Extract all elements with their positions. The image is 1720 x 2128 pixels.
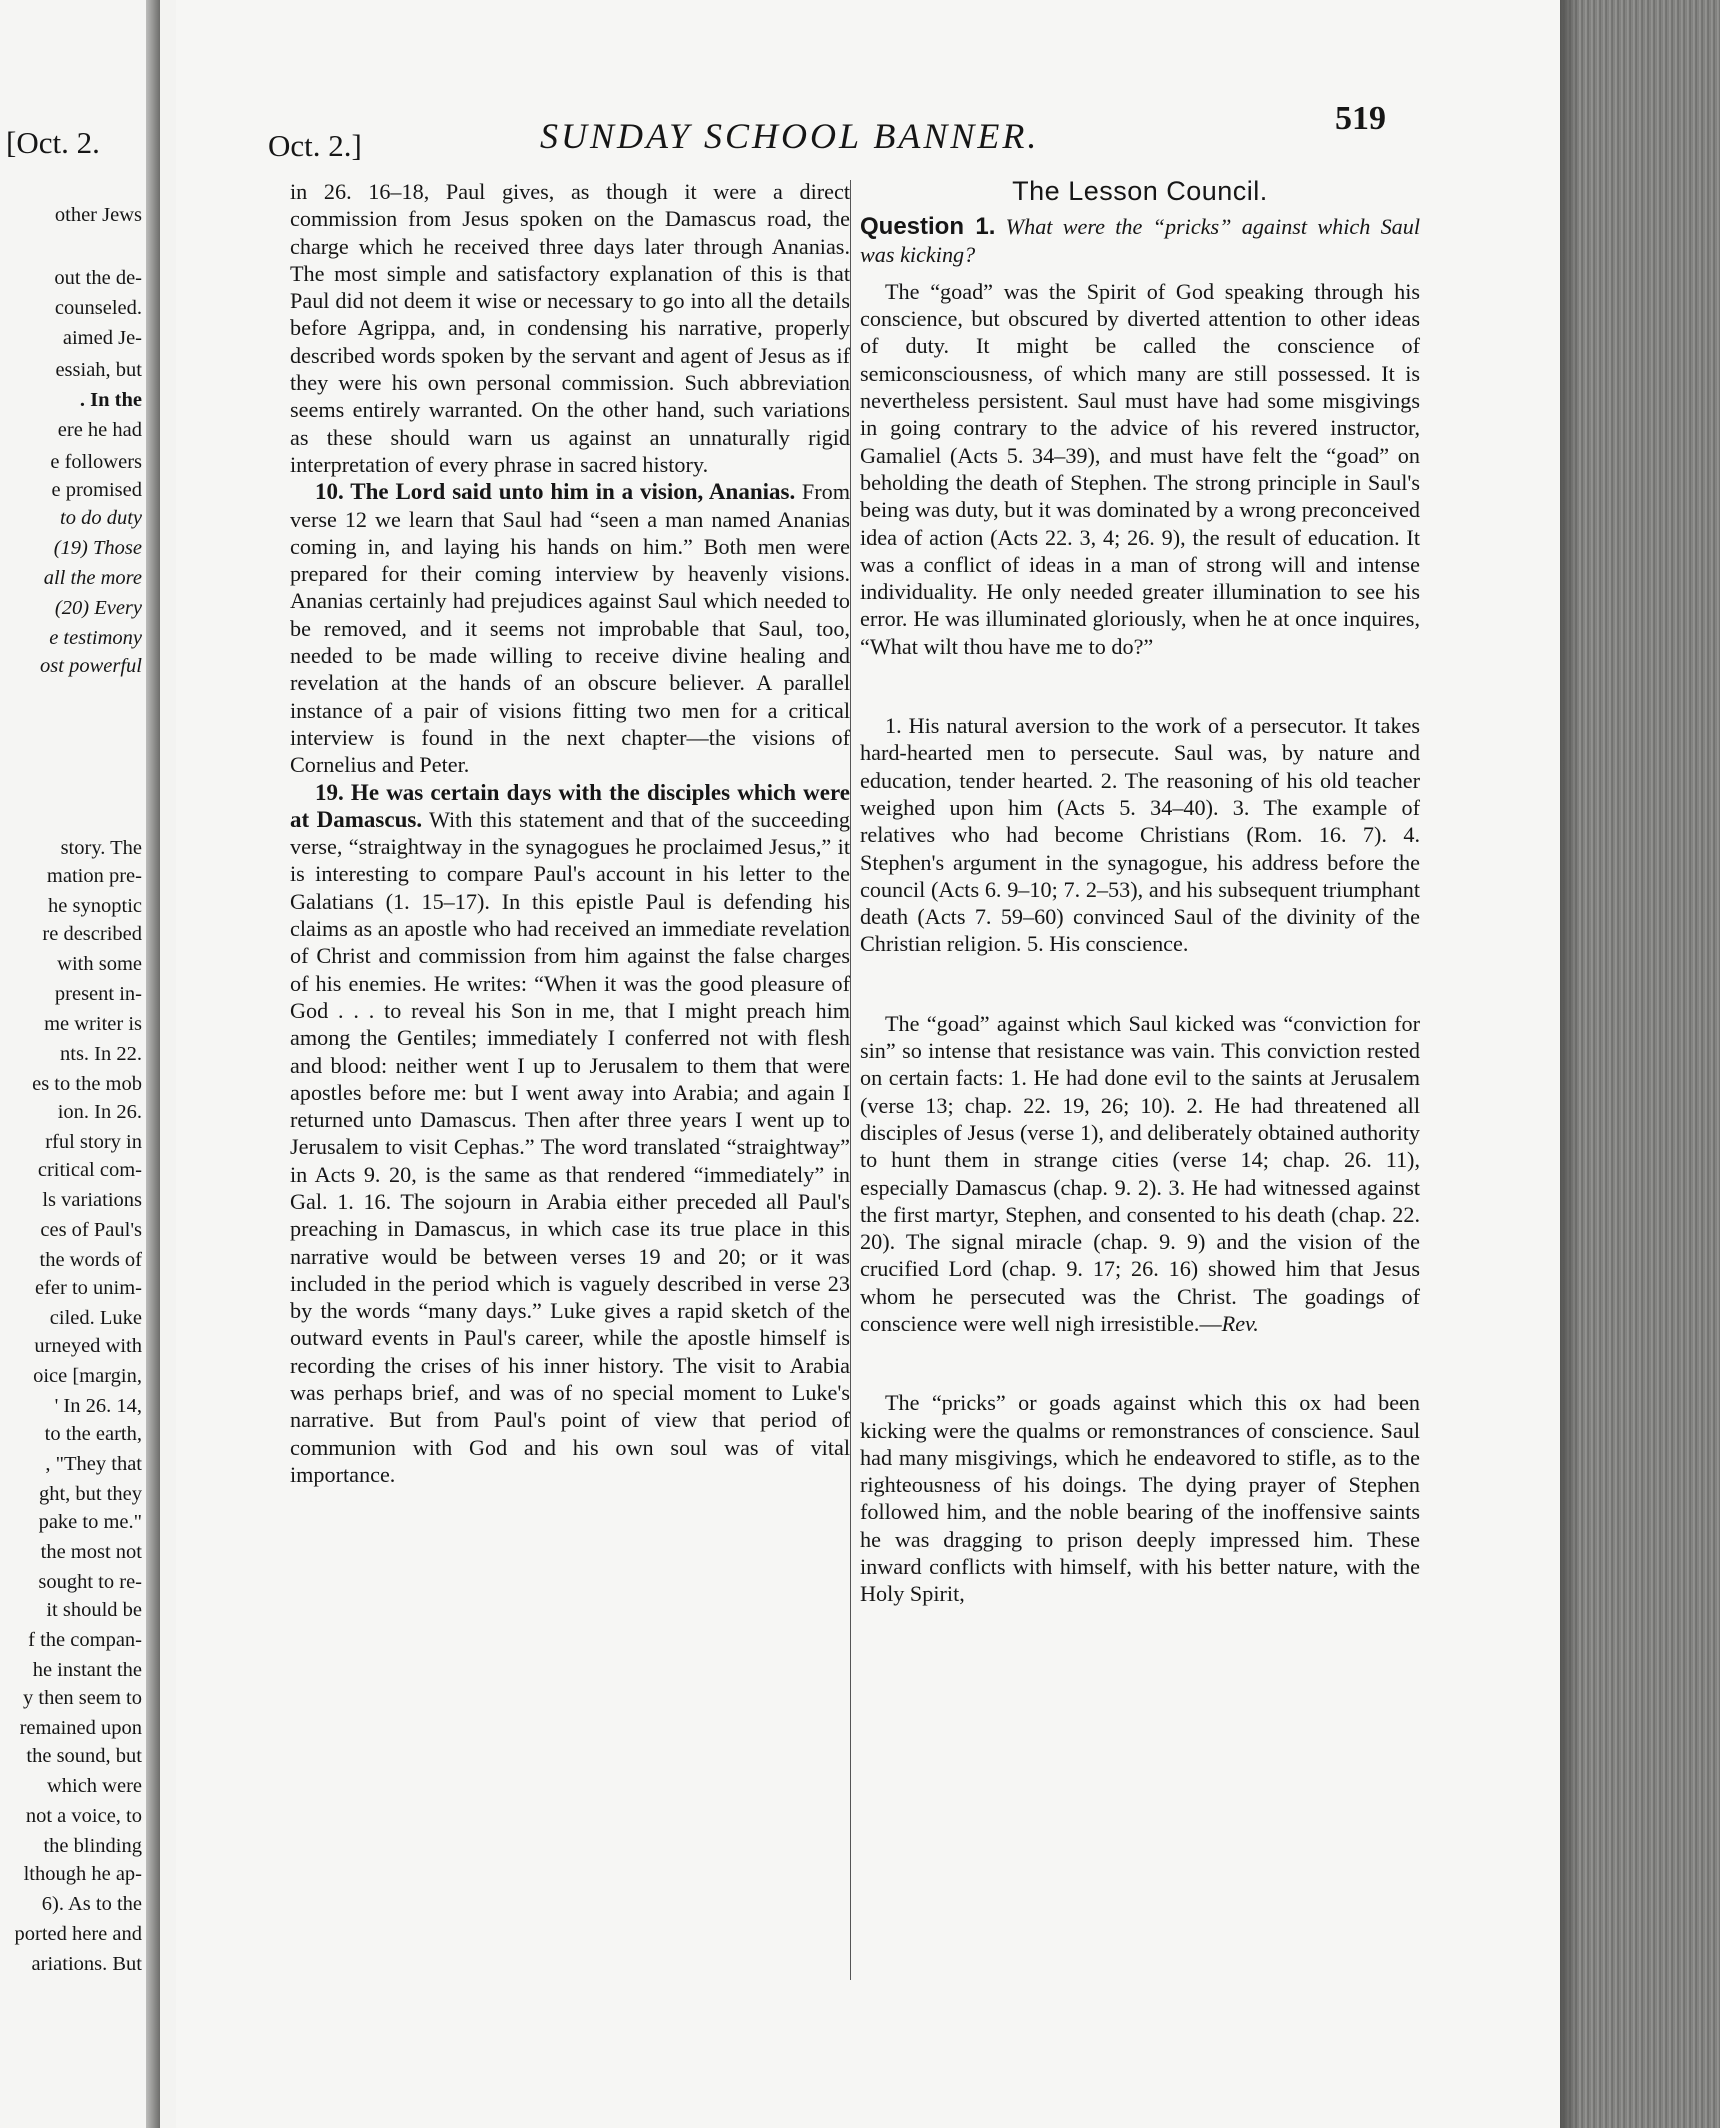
facing-page-line: aimed Je- — [62, 327, 142, 349]
facing-page-line: ls variations — [42, 1189, 142, 1211]
answer-paragraph: The “pricks” or goads against which this ox had been kicking were the qualms or remonstrances of conscience. Saul had many misgivings, which he endeavored to stifle, as to the righteousness of his doings. The dying prayer of Stephen followed him, and the noble bearing of the inoffensive saints he was dragging to prison deeply impressed him. These inward conflicts with himself, with his better nature, with the Holy Spirit, — [860, 1390, 1420, 1607]
book-gutter — [146, 0, 160, 2128]
facing-page-line: re described — [42, 923, 142, 945]
facing-page-line: critical com- — [37, 1159, 142, 1181]
facing-page-line: ariations. But — [31, 1953, 142, 1975]
facing-page-line: urneyed with — [34, 1335, 142, 1357]
facing-page-line: (20) Every — [54, 597, 142, 619]
facing-page-line: mation pre- — [46, 865, 142, 887]
answer-paragraph: 1. His natural aversion to the work of a persecutor. It takes hard-hearted men to persecute. Saul was, by nature and education, tender hearted. 2. The reasoning of his old teacher weighed upon him (Acts 5. 34–40). 3. The example of relatives who had become Christians (Rom. 16. 7). 4. Stephen's argument in the synagogue, his address before the council (Acts 6. 9–10; 7. 2–53), and his subsequent triumphant death (Acts 7. 59–60) convinced Saul of the divinity of the Christian religion. 5. His conscience. — [860, 713, 1420, 957]
facing-page-line: ost powerful — [40, 655, 142, 677]
facing-page-line: f the compan- — [28, 1629, 142, 1651]
facing-page-line: e followers — [50, 451, 142, 473]
paragraph-body: With this statement and that of the succeeding verse, “straightway in the synagogues he proclaimed Jesus,” it is interesting to compare Paul's account in his letter to the Galatians (1. 15–17). In this epistle Paul is defending his claims as an apostle who had received an immediate revelation of Christ and commission from him against the false charges of his enemies. He writes: “When it was the good pleasure of God . . . to reveal his Son in me, that I might preach him among the Gentiles; immediately I conferred not with flesh and blood: neither went I up to Jerusalem to them that were apostles before me: but I went away into Arabia; and again I returned unto Damascus. Then after three years I went up to Jerusalem to visit Cephas.” The word translated “straightway” in Acts 9. 20, is the same as that rendered “immediately” in Gal. 1. 16. The sojourn in Arabia either preceded all Paul's preaching in Damascus, in which case its true place in this narrative would be between verses 19 and 20; or it was included in the period which is vaguely described in verse 23 by the words “many days.” Luke gives a rapid sketch of the outward events in Paul's career, while the apostle himself is recording the crises of his inner history. The visit to Arabia was perhaps brief, and was of no special moment to Luke's narrative. But from Paul's point of view that period of communion with God and his own soul was of vital importance. — [290, 806, 850, 1487]
paragraph: in 26. 16–18, Paul gives, as though it were a direct commission from Jesus spoken on the Damascus road, the charge which he received three days later through Ananias. The most simple and satisfactory explanation of this is that Paul did not deem it wise or necessary to go into all the details before Agrippa, and, in condensing his narrative, properly described words spoken by the servant and agent of Jesus as if they were his own personal commission. Such abbreviation seems entirely warranted. On the other hand, such variations as these should warn us against an unnaturally rigid interpretation of every phrase in sacred history. — [290, 179, 850, 477]
facing-page-line: the sound, but — [26, 1745, 142, 1767]
facing-page-line: es to the mob — [32, 1073, 142, 1095]
facing-page-line: remained upon — [19, 1717, 142, 1739]
verse-heading: 10. The Lord said unto him in a vision, Ananias. — [315, 479, 796, 505]
facing-page-line: with some — [57, 953, 142, 975]
facing-page-line: it should be — [46, 1599, 142, 1621]
facing-page-header: [Oct. 2. — [6, 125, 100, 160]
column-divider — [850, 180, 851, 1980]
facing-page-line: . In the — [79, 389, 142, 411]
facing-page-line: the most not — [40, 1541, 142, 1563]
facing-page-line: not a voice, to — [25, 1805, 142, 1827]
facing-page-line: to the earth, — [44, 1423, 142, 1445]
right-column — [860, 178, 1420, 1608]
facing-page — [0, 0, 160, 2128]
facing-page-line: to do duty — [60, 507, 142, 529]
facing-page-line: ere he had — [57, 419, 142, 441]
page-edge-stack — [1560, 0, 1720, 2128]
question-text: What were the “pricks” against which Saul was kicking? — [860, 214, 1421, 267]
facing-page-line: ght, but they — [38, 1483, 142, 1505]
facing-page-line: all the more — [43, 567, 142, 589]
verse-heading: 19. He was certain days with the disciples which were at Damascus. — [290, 779, 850, 832]
facing-page-line: me writer is — [44, 1013, 142, 1035]
answer-paragraph: The “goad” was the Spirit of God speaking through his conscience, but obscured by diverted attention to other ideas of duty. It might be called the conscience of semiconsciousness, of which many are still possessed. It is nevertheless persistent. Saul must have had some misgivings in going contrary to the advice of his revered instructor, Gamaliel (Acts 5. 34–39), and must have felt the “goad” on beholding the death of Stephen. The strong principle in Saul's being was duty, but it was dominated by a wrong preconceived idea of action (Acts 22. 3, 4; 26. 9), the result of education. It was a conflict of ideas in a man of strong will and intense individuality. He only needed greater illumination to see his error. He was illuminated gloriously, when he at once inquires, “What wilt thou have me to do?” — [860, 278, 1420, 659]
running-header-date: Oct. 2.] — [268, 128, 362, 163]
facing-page-line: ion. In 26. — [57, 1101, 142, 1123]
facing-page-line: e promised — [51, 479, 142, 501]
facing-page-line: y then seem to — [23, 1687, 142, 1709]
facing-page-line: , "They that — [45, 1453, 142, 1475]
facing-page-line: the blinding — [43, 1835, 142, 1857]
facing-page-line: efer to unim- — [34, 1277, 142, 1299]
paragraph — [290, 478, 850, 778]
facing-page-line: nts. In 22. — [60, 1043, 142, 1065]
running-header-title: SUNDAY SCHOOL BANNER. — [540, 116, 1040, 156]
facing-page-line: 6). As to the — [41, 1893, 142, 1915]
facing-page-line: the words of — [39, 1249, 142, 1271]
facing-page-line: sought to re- — [38, 1571, 142, 1593]
facing-page-line: he synoptic — [48, 895, 142, 917]
facing-page-line: which were — [46, 1775, 142, 1797]
facing-page-line: oice [margin, — [33, 1365, 142, 1387]
page-edge-shadow — [1560, 0, 1580, 2128]
facing-page-line: (19) Those — [53, 537, 142, 559]
section-title: The Lesson Council. — [1012, 176, 1268, 206]
question — [860, 213, 1420, 268]
facing-page-line: story. The — [60, 837, 142, 859]
facing-page-line: present in- — [54, 983, 142, 1005]
facing-page-line: pake to me." — [38, 1511, 142, 1533]
answer-body: The “goad” against which Saul kicked was “conviction for sin” so intense that resistance was vain. This conviction rested on certain facts: 1. He had done evil to the saints at Jerusalem (verse 13; chap. 22. 19, 26; 10). 2. He had threatened all disciples of Jesus (verse 1), and deliberately obtained authority to hunt them in strange cities (verse 14; chap. 26. 11), especially Damascus (chap. 9. 2). 3. He had witnessed against the first martyr, Stephen, and consented to his death (chap. 22. 20). The signal miracle (chap. 9. 9) and the vision of the crucified Lord (chap. 9. 17; 26. 16) showed him that Jesus whom he persecuted was the Christ. The goadings of conscience were well nigh irresistible.— — [860, 1010, 1420, 1336]
paragraph-body: From verse 12 we learn that Saul had “seen a man named Ananias coming in, and laying his hands on him.” Both men were prepared for their coming interview by heavenly visions. Ananias certainly had prejudices against Saul which needed to be removed, and it seems not improbable that Saul, too, needed to be made willing to receive divine healing and revelation at the hands of an obscure believer. A parallel instance of a pair of visions fitting two men for a critical interview is found in the next chapter—the visions of Cornelius and Peter. — [290, 479, 850, 778]
facing-page-line: he instant the — [32, 1659, 142, 1681]
facing-page-line: ported here and — [14, 1923, 142, 1945]
page-number: 519 — [1335, 100, 1386, 137]
paragraph — [290, 779, 850, 1489]
facing-page-line: ' In 26. 14, — [54, 1395, 142, 1417]
facing-page-line: counseled. — [54, 297, 142, 319]
facing-page-line: ces of Paul's — [40, 1219, 142, 1241]
facing-page-line: essiah, but — [55, 359, 142, 381]
facing-page-line: other Jews — [54, 204, 142, 226]
facing-page-line: ciled. Luke — [49, 1307, 142, 1329]
question-label: Question 1. — [860, 213, 996, 241]
facing-page-line: out the de- — [54, 267, 142, 289]
left-column — [290, 178, 850, 1488]
facing-page-line: lthough he ap- — [23, 1863, 142, 1885]
answer-signature: Rev. — [1221, 1310, 1259, 1336]
facing-page-line: rful story in — [45, 1131, 142, 1153]
facing-page-line: e testimony — [49, 627, 142, 649]
answer-paragraph — [860, 1010, 1420, 1338]
